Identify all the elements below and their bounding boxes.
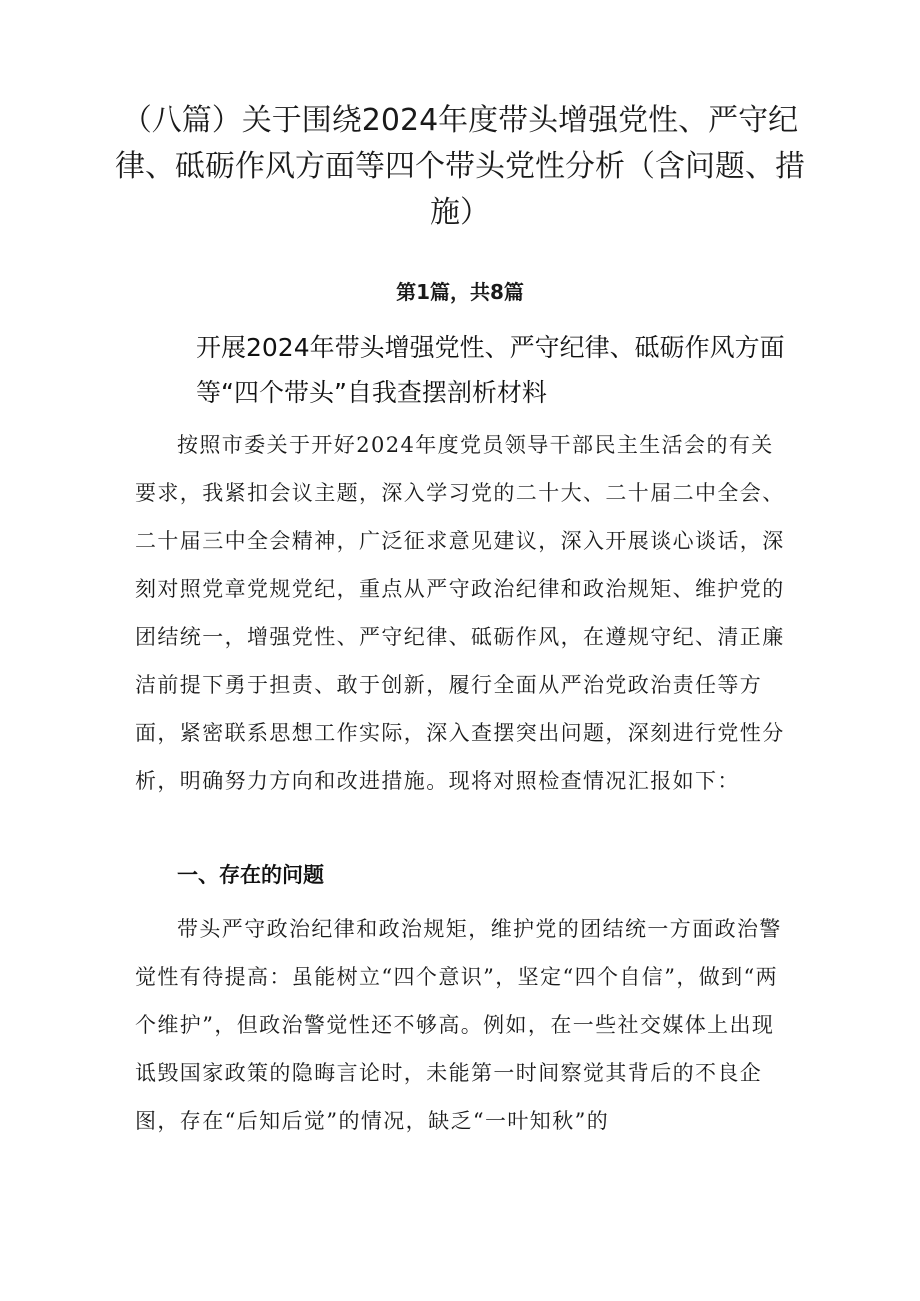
intro-paragraph: 按照市委关于开好2024年度党员领导干部民主生活会的有关要求，我紧扣会议主题，深入学习党的二十大、二十届二中全会、二十届三中全会精神，广泛征求意见建议，深入开展谈心谈话，深刻对照党章党规党纪，重点从严守政治纪律和政治规矩、维护党的团结统一，增强党性、严守纪律、砥砺作风，在遵规守纪、清正廉洁前提下勇于担责、敢于创新，履行全面从严治党政治责任等方面，紧密联系思想工作实际，深入查摆突出问题，深刻进行党性分析，明确努力方向和改进措施。现将对照检查情况汇报如下：: [135, 433, 785, 793]
article-title: 开展2024年带头增强党性、严守纪律、砥砺作风方面等“四个带头”自我查摆剖析材料: [196, 333, 785, 407]
part-indicator: 第1篇，共8篇: [396, 280, 524, 304]
main-title: （八篇）关于围绕2024年度带头增强党性、严守纪律、砥砺作风方面等四个带头党性分析（含问题、措施）: [115, 103, 805, 230]
section-heading: 一、存在的问题: [177, 863, 324, 887]
issue-paragraph: 带头严守政治纪律和政治规矩，维护党的团结统一方面政治警觉性有待提高：虽能树立“四个意识”，坚定“四个自信”，做到“两个维护”，但政治警觉性还不够高。例如，在一些社交媒体上出现诋毁国家政策的隐晦言论时，未能第一时间察觉其背后的不良企图，存在“后知后觉”的情况，缺乏“一叶知秋”的: [135, 917, 782, 1133]
